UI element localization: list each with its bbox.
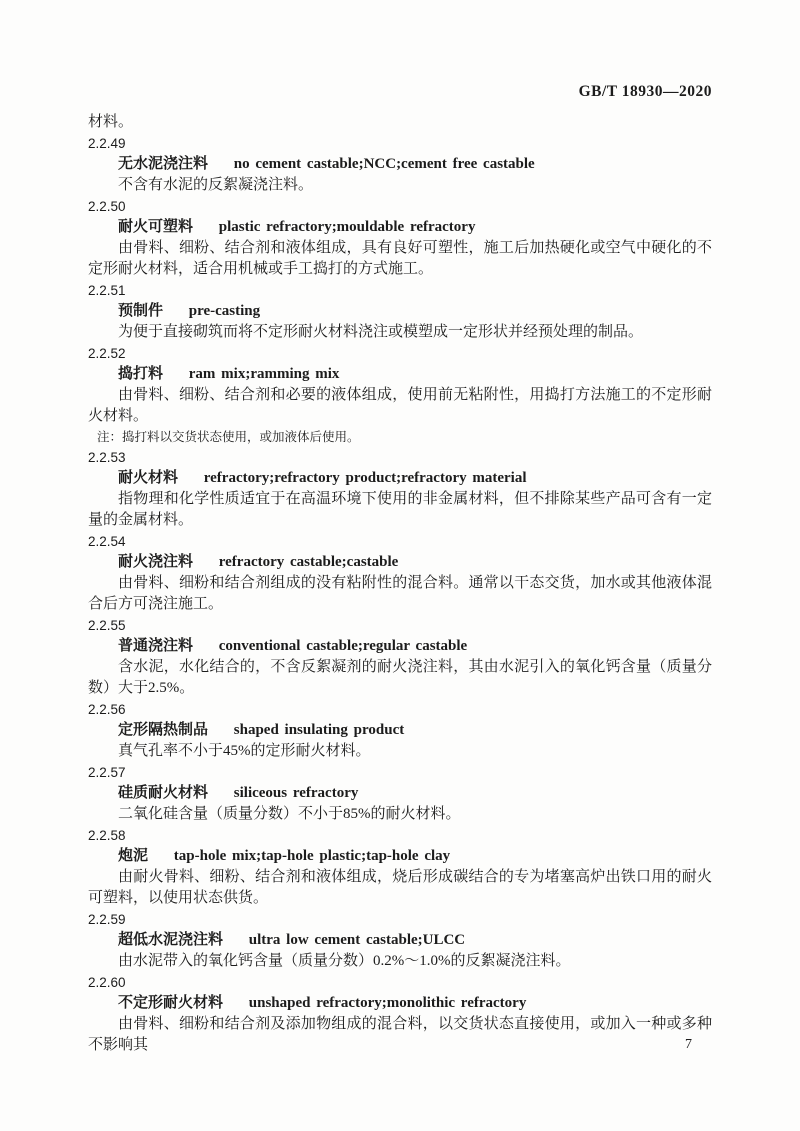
term-definition: 由耐火骨料、细粉、结合剂和液体组成，烧后形成碳结合的专为堵塞高炉出铁口用的耐火可塑料，以使用状态供货。 bbox=[88, 869, 712, 906]
standard-code: GB/T 18930—2020 bbox=[578, 83, 712, 100]
term-section bbox=[88, 615, 712, 699]
term-note: 注：捣打料以交货状态使用，或加液体后使用。 bbox=[97, 430, 360, 444]
term-english: conventional castable;regular castable bbox=[218, 638, 468, 654]
section-number: 2.2.59 bbox=[88, 912, 126, 927]
page-header bbox=[88, 83, 712, 101]
term-definition: 不含有水泥的反絮凝浇注料。 bbox=[118, 177, 314, 193]
term-chinese: 预制件 bbox=[118, 303, 164, 319]
term-line bbox=[88, 783, 712, 804]
term-definition: 含水泥，水化结合的，不含反絮凝剂的耐火浇注料，其由水泥引入的氧化钙含量（质量分数）大于2.5%。 bbox=[88, 659, 712, 696]
term-line bbox=[88, 154, 712, 175]
term-chinese: 耐火可塑料 bbox=[118, 219, 194, 235]
term-line bbox=[88, 930, 712, 951]
term-section bbox=[88, 280, 712, 343]
term-section bbox=[88, 447, 712, 531]
term-chinese: 无水泥浇注料 bbox=[118, 156, 209, 172]
term-line bbox=[88, 301, 712, 322]
term-definition: 二氧化硅含量（质量分数）不小于85%的耐火材料。 bbox=[118, 806, 461, 822]
term-section bbox=[88, 762, 712, 825]
terms-list bbox=[88, 133, 712, 1056]
term-section bbox=[88, 531, 712, 615]
section-number: 2.2.49 bbox=[88, 136, 126, 151]
term-line bbox=[88, 636, 712, 657]
term-section bbox=[88, 196, 712, 280]
term-section bbox=[88, 343, 712, 447]
term-english: unshaped refractory;monolithic refractory bbox=[248, 995, 527, 1011]
term-chinese: 耐火浇注料 bbox=[118, 554, 194, 570]
page-number: 7 bbox=[685, 1037, 692, 1052]
section-number: 2.2.55 bbox=[88, 618, 126, 633]
term-line bbox=[88, 217, 712, 238]
section-number: 2.2.50 bbox=[88, 199, 126, 214]
section-number: 2.2.60 bbox=[88, 975, 126, 990]
term-definition: 由水泥带入的氧化钙含量（质量分数）0.2%～1.0%的反絮凝浇注料。 bbox=[118, 953, 571, 969]
term-chinese: 不定形耐火材料 bbox=[118, 995, 224, 1011]
term-line bbox=[88, 720, 712, 741]
term-english: no cement castable;NCC;cement free castable bbox=[233, 156, 535, 172]
section-number: 2.2.52 bbox=[88, 346, 126, 361]
term-section bbox=[88, 133, 712, 196]
term-definition: 由骨料、细粉和结合剂及添加物组成的混合料，以交货状态直接使用，或加入一种或多种不影响其 bbox=[88, 1016, 712, 1053]
term-chinese: 超低水泥浇注料 bbox=[118, 932, 224, 948]
section-number: 2.2.53 bbox=[88, 450, 126, 465]
term-definition: 为便于直接砌筑而将不定形耐火材料浇注或模塑成一定形状并经预处理的制品。 bbox=[118, 324, 644, 340]
term-line bbox=[88, 993, 712, 1014]
term-section bbox=[88, 825, 712, 909]
term-english: siliceous refractory bbox=[233, 785, 359, 801]
term-definition: 真气孔率不小于45%的定形耐火材料。 bbox=[118, 743, 371, 759]
term-chinese: 普通浇注料 bbox=[118, 638, 194, 654]
term-chinese: 耐火材料 bbox=[118, 470, 179, 486]
term-definition: 由骨料、细粉、结合剂和必要的液体组成，使用前无粘附性，用捣打方法施工的不定形耐火材料。 bbox=[88, 387, 712, 424]
term-english: refractory castable;castable bbox=[218, 554, 399, 570]
section-number: 2.2.51 bbox=[88, 283, 126, 298]
term-chinese: 硅质耐火材料 bbox=[118, 785, 209, 801]
term-chinese: 定形隔热制品 bbox=[118, 722, 209, 738]
term-definition: 由骨料、细粉和结合剂组成的没有粘附性的混合料。通常以干态交货，加水或其他液体混合后方可浇注施工。 bbox=[88, 575, 712, 612]
term-line bbox=[88, 364, 712, 385]
term-english: tap-hole mix;tap-hole plastic;tap-hole clay bbox=[173, 848, 451, 864]
page-footer bbox=[0, 1037, 692, 1053]
term-chinese: 炮泥 bbox=[118, 848, 149, 864]
term-english: ram mix;ramming mix bbox=[188, 366, 340, 382]
term-english: ultra low cement castable;ULCC bbox=[248, 932, 466, 948]
term-line bbox=[88, 468, 712, 489]
document-body bbox=[88, 112, 712, 1056]
section-number: 2.2.58 bbox=[88, 828, 126, 843]
term-chinese: 捣打料 bbox=[118, 366, 164, 382]
term-section bbox=[88, 909, 712, 972]
term-english: plastic refractory;mouldable refractory bbox=[218, 219, 476, 235]
term-english: shaped insulating product bbox=[233, 722, 405, 738]
term-line bbox=[88, 846, 712, 867]
term-definition: 由骨料、细粉、结合剂和液体组成，具有良好可塑性，施工后加热硬化或空气中硬化的不定形耐火材料，适合用机械或手工捣打的方式施工。 bbox=[88, 240, 712, 277]
section-number: 2.2.54 bbox=[88, 534, 126, 549]
section-number: 2.2.56 bbox=[88, 702, 126, 717]
term-english: pre-casting bbox=[188, 303, 261, 319]
term-english: refractory;refractory product;refractory material bbox=[203, 470, 527, 486]
section-number: 2.2.57 bbox=[88, 765, 126, 780]
term-line bbox=[88, 552, 712, 573]
term-section bbox=[88, 699, 712, 762]
continuation-text: 材料。 bbox=[88, 114, 134, 130]
term-definition: 指物理和化学性质适宜于在高温环境下使用的非金属材料，但不排除某些产品可含有一定量的金属材料。 bbox=[88, 491, 712, 528]
